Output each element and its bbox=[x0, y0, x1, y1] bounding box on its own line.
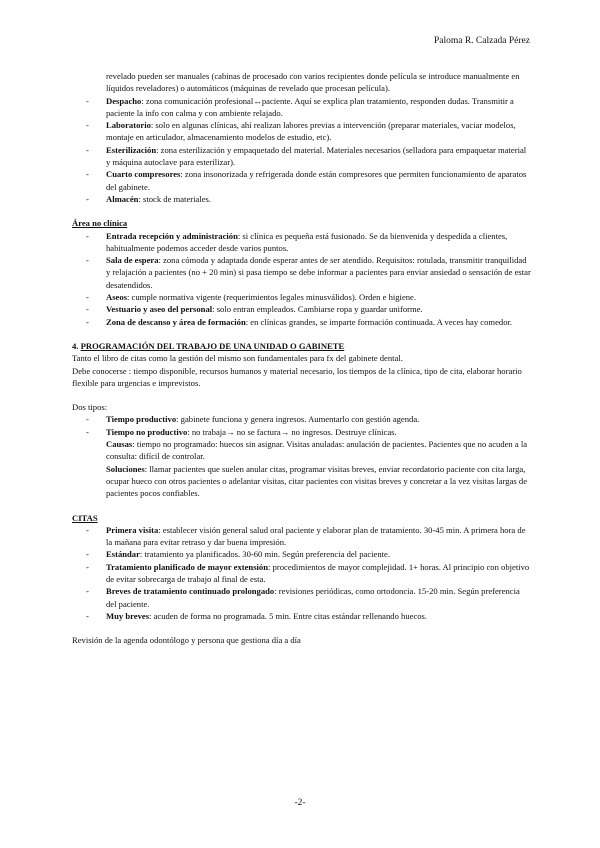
causes-label: Causas bbox=[106, 439, 133, 450]
item-text: : gabinete funciona y genera ingresos. Aumentarlo con gestión agenda. bbox=[176, 414, 420, 425]
item-text: : procedimientos de mayor complejidad. 1+ horas. Al principio con objetivo de evitar sobrecarga de trabajo al final de esta. bbox=[106, 561, 530, 584]
section-heading-area bbox=[72, 217, 532, 229]
list-item bbox=[72, 585, 532, 610]
item-term: Estándar bbox=[106, 549, 140, 560]
item-term: Esterilización bbox=[106, 144, 157, 155]
list-item bbox=[72, 316, 532, 328]
time-types-list bbox=[72, 413, 532, 438]
citas-heading bbox=[72, 512, 532, 524]
solutions-paragraph bbox=[72, 463, 532, 500]
list-item bbox=[72, 413, 532, 425]
non-clinic-zones-list bbox=[72, 230, 532, 328]
section-4-paragraph-1: Tanto el libro de citas como la gestión del mismo son fundamentales para fx del gabinete dental. bbox=[72, 353, 403, 364]
citas-title: CITAS bbox=[72, 512, 98, 523]
list-item bbox=[72, 561, 532, 586]
types-intro: Dos tipos: bbox=[72, 402, 108, 413]
closing-line: Revisión de la agenda odontólogo y persona que gestiona día a día bbox=[72, 635, 301, 646]
item-text: : solo en algunas clínicas, ahí realizan labores previas a intervención (preparar materiales, vaciar modelos, montaje en articulador, almacenamiento modelos de estudio, etc). bbox=[106, 120, 516, 143]
item-term: Zona de descanso y área de formación bbox=[106, 316, 246, 327]
list-item bbox=[72, 548, 532, 560]
item-text: : en clínicas grandes, se imparte formación continuada. A veces hay comedor. bbox=[245, 316, 513, 327]
item-term: Despacho bbox=[106, 95, 142, 106]
item-term: Sala de espera bbox=[106, 255, 159, 266]
continuation-paragraph: revelado pueden ser manuales (cabinas de procesado con varios recipientes donde película se introduce manualmente en líquidos reveladores) o automáticos (máquinas de revelado que procesan película). bbox=[106, 71, 520, 94]
item-text: : establecer visión general salud oral paciente y elaborar plan de tratamiento. 30-45 min. A primera hora de la mañana para evitar retraso y dar buena impresión. bbox=[106, 524, 526, 548]
item-term: Primera visita bbox=[106, 524, 159, 535]
citas-list bbox=[72, 524, 532, 622]
item-term: Muy breves bbox=[106, 610, 150, 621]
item-term: Laboratorio bbox=[106, 120, 151, 131]
item-text: : zona cómoda y adaptada donde esperar antes de ser atendido. Requisitos: rotulada, transmitir tranquilidad y relajación a pacientes (no + 20 min) si pasa tiempo se debe informar a pacientes para enviar ansiedad o sensación de estar desatendidos. bbox=[106, 255, 531, 290]
item-term: Tiempo no productivo bbox=[106, 426, 188, 437]
list-item bbox=[72, 95, 532, 120]
list-item bbox=[72, 230, 532, 255]
section-number: 4. bbox=[72, 340, 79, 351]
list-item bbox=[72, 254, 532, 291]
item-text: : no trabaja→ no se factura→ no ingresos. Destruye clínicas. bbox=[187, 426, 397, 437]
item-term: Almacén bbox=[106, 193, 139, 204]
section-4-paragraph-2: Debe conocerse : tiempo disponible, recursos humanos y material necesario, los tiempos de la clínica, tipo de cita, elaborar horario flexible para urgencias e imprevistos. bbox=[72, 365, 522, 388]
list-item bbox=[72, 303, 532, 315]
clinic-zones-list bbox=[72, 95, 532, 206]
item-term: Aseos bbox=[106, 292, 128, 303]
item-text: : acuden de forma no programada. 5 min. Entre citas estándar rellenando huecos. bbox=[149, 610, 428, 621]
item-term: Cuarto compresores bbox=[106, 169, 181, 180]
list-item bbox=[72, 168, 532, 193]
item-term: Tratamiento planificado de mayor extensión bbox=[106, 561, 269, 572]
item-term: Vestuario y aseo del personal bbox=[106, 304, 213, 315]
section-4-heading bbox=[72, 340, 532, 352]
item-term: Breves de tratamiento continuado prolongado bbox=[106, 586, 275, 597]
list-item bbox=[72, 610, 532, 622]
item-text: : zona comunicación profesional↔paciente. Aquí se explica plan tratamiento, responden dudas. Transmitir a paciente la info con calma y con ambiente relajado. bbox=[106, 95, 514, 118]
item-term: Entrada recepción y administración bbox=[106, 230, 238, 241]
page-number: -2- bbox=[294, 798, 306, 808]
item-text: : stock de materiales. bbox=[138, 193, 212, 204]
list-item bbox=[72, 144, 532, 169]
list-item bbox=[72, 193, 532, 205]
causes-text: : tiempo no programado: huecos sin asignar. Visitas anuladas: anulación de pacientes. Pacientes que no acuden a la consulta: difícil de controlar. bbox=[106, 439, 528, 462]
section-title: PROGRAMACIÓN DEL TRABAJO DE UNA UNIDAD O GABINETE bbox=[80, 340, 345, 351]
item-text: : cumple normativa vigente (requerimientos legales minusválidos). Orden e higiene. bbox=[127, 292, 417, 303]
document-body bbox=[72, 70, 532, 646]
causes-paragraph bbox=[72, 438, 532, 463]
area-title: Área no clínica bbox=[72, 218, 128, 229]
item-text: : zona esterilización y empaquetado del material. Materiales necesarios (selladora para empaquetar material y máquina autoclave para esterilizar). bbox=[106, 144, 527, 168]
solutions-text: : llamar pacientes que suelen anular citas, programar visitas breves, enviar recordatorio paciente con cita larga, ocupar hueco con otros pacientes o adelantar visitas, citar pacientes con visitas breves y concretar a la vez visitas largas de pacientes pocos confiables. bbox=[106, 463, 528, 499]
item-text: : solo entran empleados. Cambiarse ropa y guardar uniforme. bbox=[212, 304, 423, 315]
solutions-label: Soluciones bbox=[106, 463, 145, 474]
list-item bbox=[72, 291, 532, 303]
item-text: : tratamiento ya planificados. 30-60 min. Según preferencia del paciente. bbox=[139, 549, 390, 560]
list-item bbox=[72, 524, 532, 549]
item-text: : zona insonorizada y refrigerada donde están compresores que permiten funcionamiento de aparatos del gabinete. bbox=[106, 169, 527, 192]
list-item bbox=[72, 119, 532, 144]
item-text: : revisiones periódicas, como ortodoncia. 15-20 min. Según preferencia del paciente. bbox=[106, 586, 520, 609]
page-header-author: Paloma R. Calzada Pérez bbox=[433, 36, 530, 46]
list-item bbox=[72, 426, 532, 438]
item-term: Tiempo productivo bbox=[106, 414, 177, 425]
item-text: : si clínica es pequeña está fusionado. Se da bienvenida y despedida a clientes, habitualmente podemos acceder desde varios puntos. bbox=[106, 230, 508, 253]
